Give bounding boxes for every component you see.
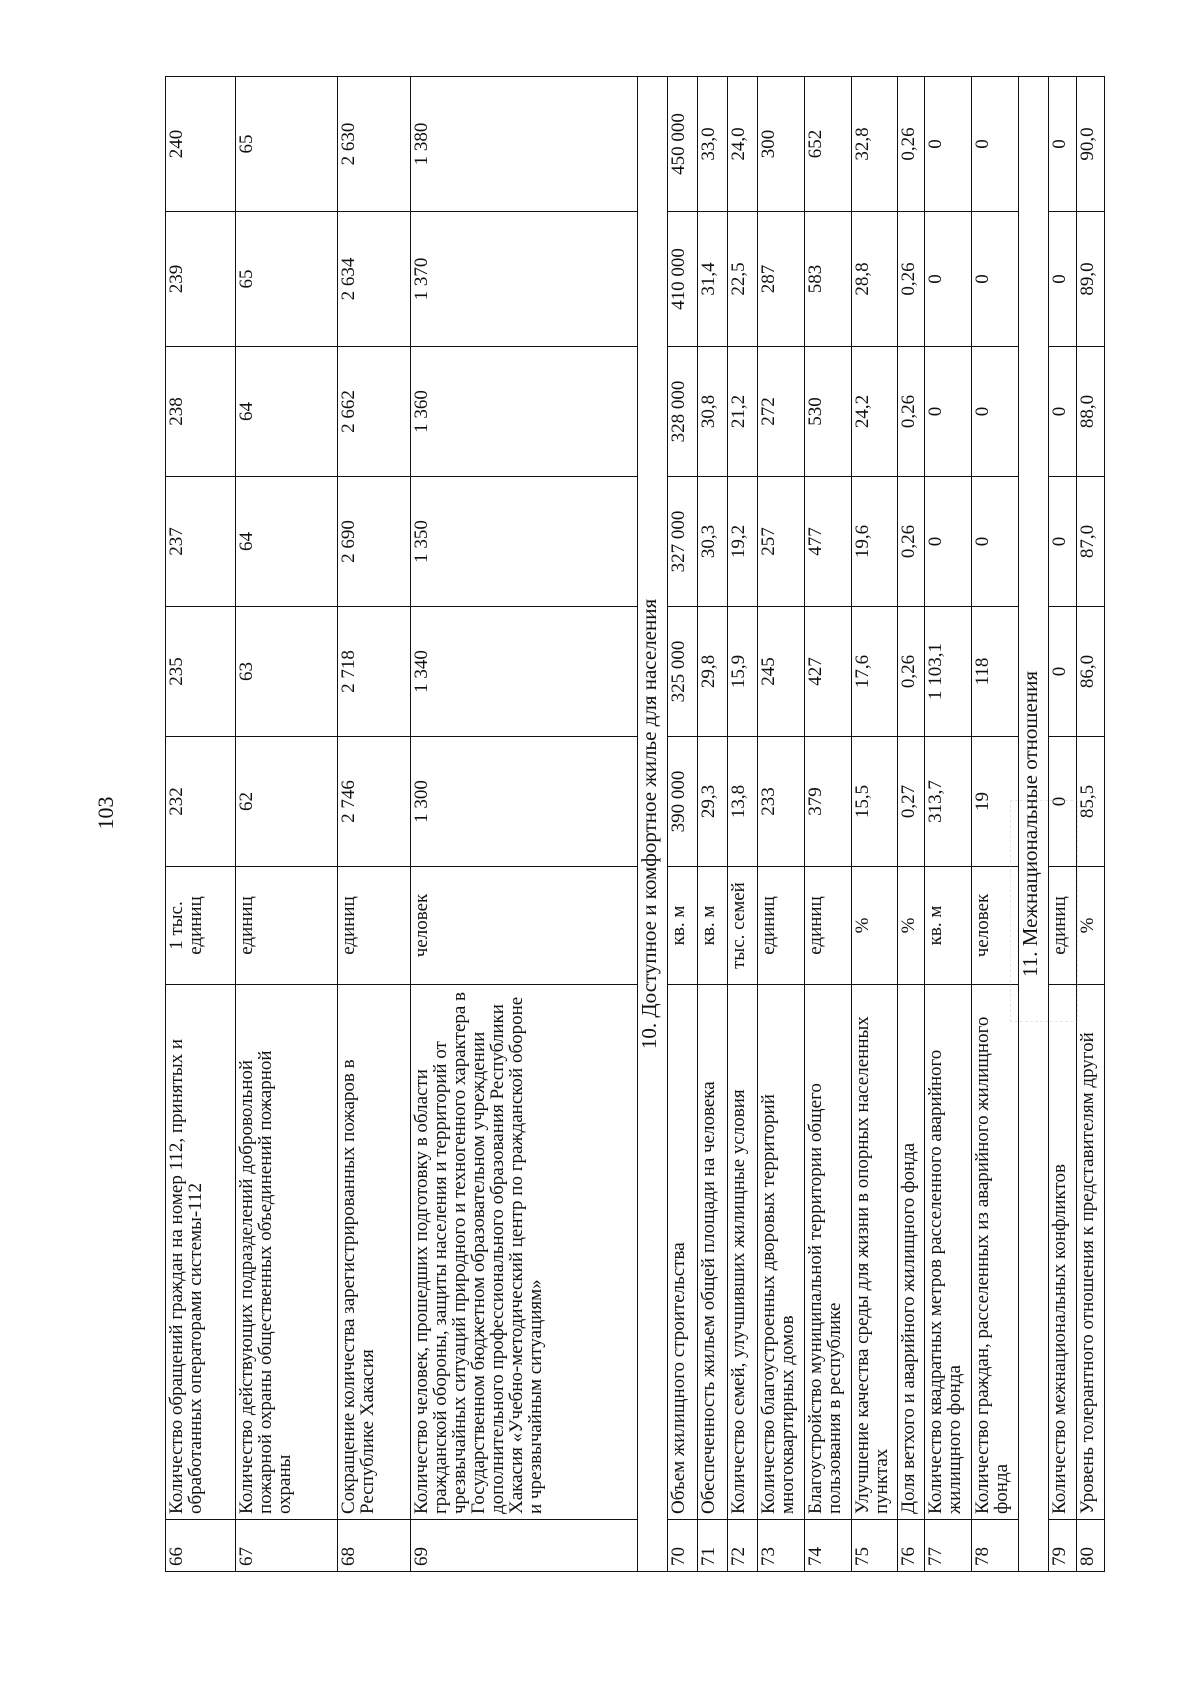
value-cell: 233: [758, 737, 805, 867]
indicator-name: Количество квадратных метров расселенного аварийного жилищного фонда: [925, 985, 972, 1520]
indicator-name: Улучшение качества среды для жизни в опорных населенных пунктах: [852, 985, 898, 1520]
value-cell: 2 690: [338, 477, 411, 607]
table-row: [338, 77, 411, 1572]
value-cell: 287: [758, 212, 805, 347]
value-cell: 17,6: [852, 607, 898, 737]
unit-cell: человек: [972, 867, 1019, 985]
value-cell: 118: [972, 607, 1019, 737]
table-row: [411, 77, 638, 1572]
value-cell: 235: [166, 607, 236, 737]
table-row: [1077, 77, 1105, 1572]
indicator-name: Уровень толерантного отношения к представителям другой: [1077, 985, 1105, 1520]
section-row: [638, 77, 668, 1572]
table-row: [898, 77, 925, 1572]
table-row: [698, 77, 728, 1572]
indicators-table: [165, 76, 1105, 1572]
value-cell: 232: [166, 737, 236, 867]
value-cell: 0: [925, 477, 972, 607]
value-cell: 240: [166, 77, 236, 212]
value-cell: 65: [236, 77, 338, 212]
indicator-name: Благоустройство муниципальной территории общего пользования в республике: [805, 985, 852, 1520]
value-cell: 19: [972, 737, 1019, 867]
value-cell: 19,2: [728, 477, 758, 607]
value-cell: 65: [236, 212, 338, 347]
page-number: 103: [93, 796, 118, 830]
value-cell: 1 340: [411, 607, 638, 737]
value-cell: 0: [1049, 607, 1077, 737]
value-cell: 245: [758, 607, 805, 737]
table-row: [805, 77, 852, 1572]
indicator-name: Доля ветхого и аварийного жилищного фонда: [898, 985, 925, 1520]
value-cell: 2 630: [338, 77, 411, 212]
indicator-name: Количество семей, улучшивших жилищные условия: [728, 985, 758, 1520]
value-cell: 237: [166, 477, 236, 607]
value-cell: 0,26: [898, 607, 925, 737]
value-cell: 2 746: [338, 737, 411, 867]
row-number: 76: [898, 1520, 925, 1572]
value-cell: 30,3: [698, 477, 728, 607]
row-number: 80: [1077, 1520, 1105, 1572]
value-cell: 1 103,1: [925, 607, 972, 737]
value-cell: 530: [805, 347, 852, 477]
table-row: [728, 77, 758, 1572]
value-cell: 239: [166, 212, 236, 347]
indicator-name: Сокращение количества зарегистрированных пожаров в Республике Хакасия: [338, 985, 411, 1520]
unit-cell: кв. м: [698, 867, 728, 985]
value-cell: 19,6: [852, 477, 898, 607]
value-cell: 1 370: [411, 212, 638, 347]
value-cell: 0: [972, 77, 1019, 212]
value-cell: 0: [925, 212, 972, 347]
rotated-table-container: [165, 77, 1098, 1572]
value-cell: 1 350: [411, 477, 638, 607]
value-cell: 583: [805, 212, 852, 347]
value-cell: 300: [758, 77, 805, 212]
indicator-name: Обеспеченность жильем общей площади на человека: [698, 985, 728, 1520]
value-cell: 31,4: [698, 212, 728, 347]
value-cell: 238: [166, 347, 236, 477]
unit-cell: единиц: [758, 867, 805, 985]
value-cell: 0: [1049, 737, 1077, 867]
value-cell: 0: [972, 477, 1019, 607]
value-cell: 15,9: [728, 607, 758, 737]
value-cell: 64: [236, 477, 338, 607]
section-title: 11. Межнациональные отношения: [1019, 77, 1049, 1572]
row-number: 66: [166, 1520, 236, 1572]
value-cell: 32,8: [852, 77, 898, 212]
value-cell: 0: [1049, 212, 1077, 347]
row-number: 79: [1049, 1520, 1077, 1572]
unit-cell: тыс. семей: [728, 867, 758, 985]
indicator-name: Количество человек, прошедших подготовку в области гражданской обороны, защиты населения и территорий от чрезвычайных ситуаций природного и техногенного характера в Государственном бюджетном образовательном учреждении дополнительного профессионального образования Республики Хакасия «Учебно-методический центр по гражданской обороне и чрезвычайным ситуациям»: [411, 985, 638, 1520]
value-cell: 379: [805, 737, 852, 867]
value-cell: 257: [758, 477, 805, 607]
value-cell: 1 380: [411, 77, 638, 212]
value-cell: 313,7: [925, 737, 972, 867]
section-title: 10. Доступное и комфортное жилье для населения: [638, 77, 668, 1572]
value-cell: 2 718: [338, 607, 411, 737]
value-cell: 0: [972, 212, 1019, 347]
unit-cell: единиц: [1049, 867, 1077, 985]
value-cell: 2 662: [338, 347, 411, 477]
value-cell: 62: [236, 737, 338, 867]
row-number: 72: [728, 1520, 758, 1572]
value-cell: 13,8: [728, 737, 758, 867]
indicator-name: Количество граждан, расселенных из аварийного жилищного фонда: [972, 985, 1019, 1520]
row-number: 71: [698, 1520, 728, 1572]
value-cell: 390 000: [668, 737, 698, 867]
value-cell: 29,8: [698, 607, 728, 737]
row-number: 69: [411, 1520, 638, 1572]
unit-cell: человек: [411, 867, 638, 985]
value-cell: 88,0: [1077, 347, 1105, 477]
table-row: [852, 77, 898, 1572]
value-cell: 328 000: [668, 347, 698, 477]
value-cell: 0: [925, 77, 972, 212]
unit-cell: 1 тыс. единиц: [166, 867, 236, 985]
table-row: [236, 77, 338, 1572]
value-cell: 28,8: [852, 212, 898, 347]
value-cell: 0: [1049, 477, 1077, 607]
value-cell: 0: [972, 347, 1019, 477]
row-number: 75: [852, 1520, 898, 1572]
value-cell: 477: [805, 477, 852, 607]
unit-cell: %: [1077, 867, 1105, 985]
value-cell: 327 000: [668, 477, 698, 607]
value-cell: 0,26: [898, 77, 925, 212]
value-cell: 22,5: [728, 212, 758, 347]
table-row: [668, 77, 698, 1572]
value-cell: 87,0: [1077, 477, 1105, 607]
row-number: 78: [972, 1520, 1019, 1572]
value-cell: 86,0: [1077, 607, 1105, 737]
value-cell: 410 000: [668, 212, 698, 347]
indicator-name: Количество обращений граждан на номер 112, принятых и обработанных операторами системы-112: [166, 985, 236, 1520]
value-cell: 2 634: [338, 212, 411, 347]
table-row: [925, 77, 972, 1572]
indicator-name: Объем жилищного строительства: [668, 985, 698, 1520]
value-cell: 450 000: [668, 77, 698, 212]
value-cell: 0,26: [898, 477, 925, 607]
value-cell: 90,0: [1077, 77, 1105, 212]
value-cell: 325 000: [668, 607, 698, 737]
unit-cell: единиц: [338, 867, 411, 985]
unit-cell: кв. м: [925, 867, 972, 985]
value-cell: 0: [1049, 77, 1077, 212]
unit-cell: единиц: [236, 867, 338, 985]
value-cell: 0,27: [898, 737, 925, 867]
row-number: 77: [925, 1520, 972, 1572]
value-cell: 272: [758, 347, 805, 477]
value-cell: 33,0: [698, 77, 728, 212]
unit-cell: %: [852, 867, 898, 985]
row-number: 73: [758, 1520, 805, 1572]
unit-cell: кв. м: [668, 867, 698, 985]
unit-cell: единиц: [805, 867, 852, 985]
value-cell: 0: [925, 347, 972, 477]
table-row: [166, 77, 236, 1572]
row-number: 74: [805, 1520, 852, 1572]
value-cell: 64: [236, 347, 338, 477]
value-cell: 652: [805, 77, 852, 212]
value-cell: 427: [805, 607, 852, 737]
indicator-name: Количество действующих подразделений добровольной пожарной охраны общественных объединений пожарной охраны: [236, 985, 338, 1520]
faint-stamp: [1010, 800, 1078, 1022]
indicator-name: Количество межнациональных конфликтов: [1049, 985, 1077, 1520]
value-cell: 21,2: [728, 347, 758, 477]
value-cell: 1 300: [411, 737, 638, 867]
indicator-name: Количество благоустроенных дворовых территорий многоквартирных домов: [758, 985, 805, 1520]
value-cell: 24,0: [728, 77, 758, 212]
row-number: 67: [236, 1520, 338, 1572]
value-cell: 29,3: [698, 737, 728, 867]
value-cell: 89,0: [1077, 212, 1105, 347]
row-number: 68: [338, 1520, 411, 1572]
value-cell: 85,5: [1077, 737, 1105, 867]
value-cell: 15,5: [852, 737, 898, 867]
value-cell: 0: [1049, 347, 1077, 477]
table-row: [758, 77, 805, 1572]
value-cell: 0,26: [898, 212, 925, 347]
value-cell: 30,8: [698, 347, 728, 477]
value-cell: 63: [236, 607, 338, 737]
row-number: 70: [668, 1520, 698, 1572]
value-cell: 1 360: [411, 347, 638, 477]
value-cell: 0,26: [898, 347, 925, 477]
unit-cell: %: [898, 867, 925, 985]
value-cell: 24,2: [852, 347, 898, 477]
